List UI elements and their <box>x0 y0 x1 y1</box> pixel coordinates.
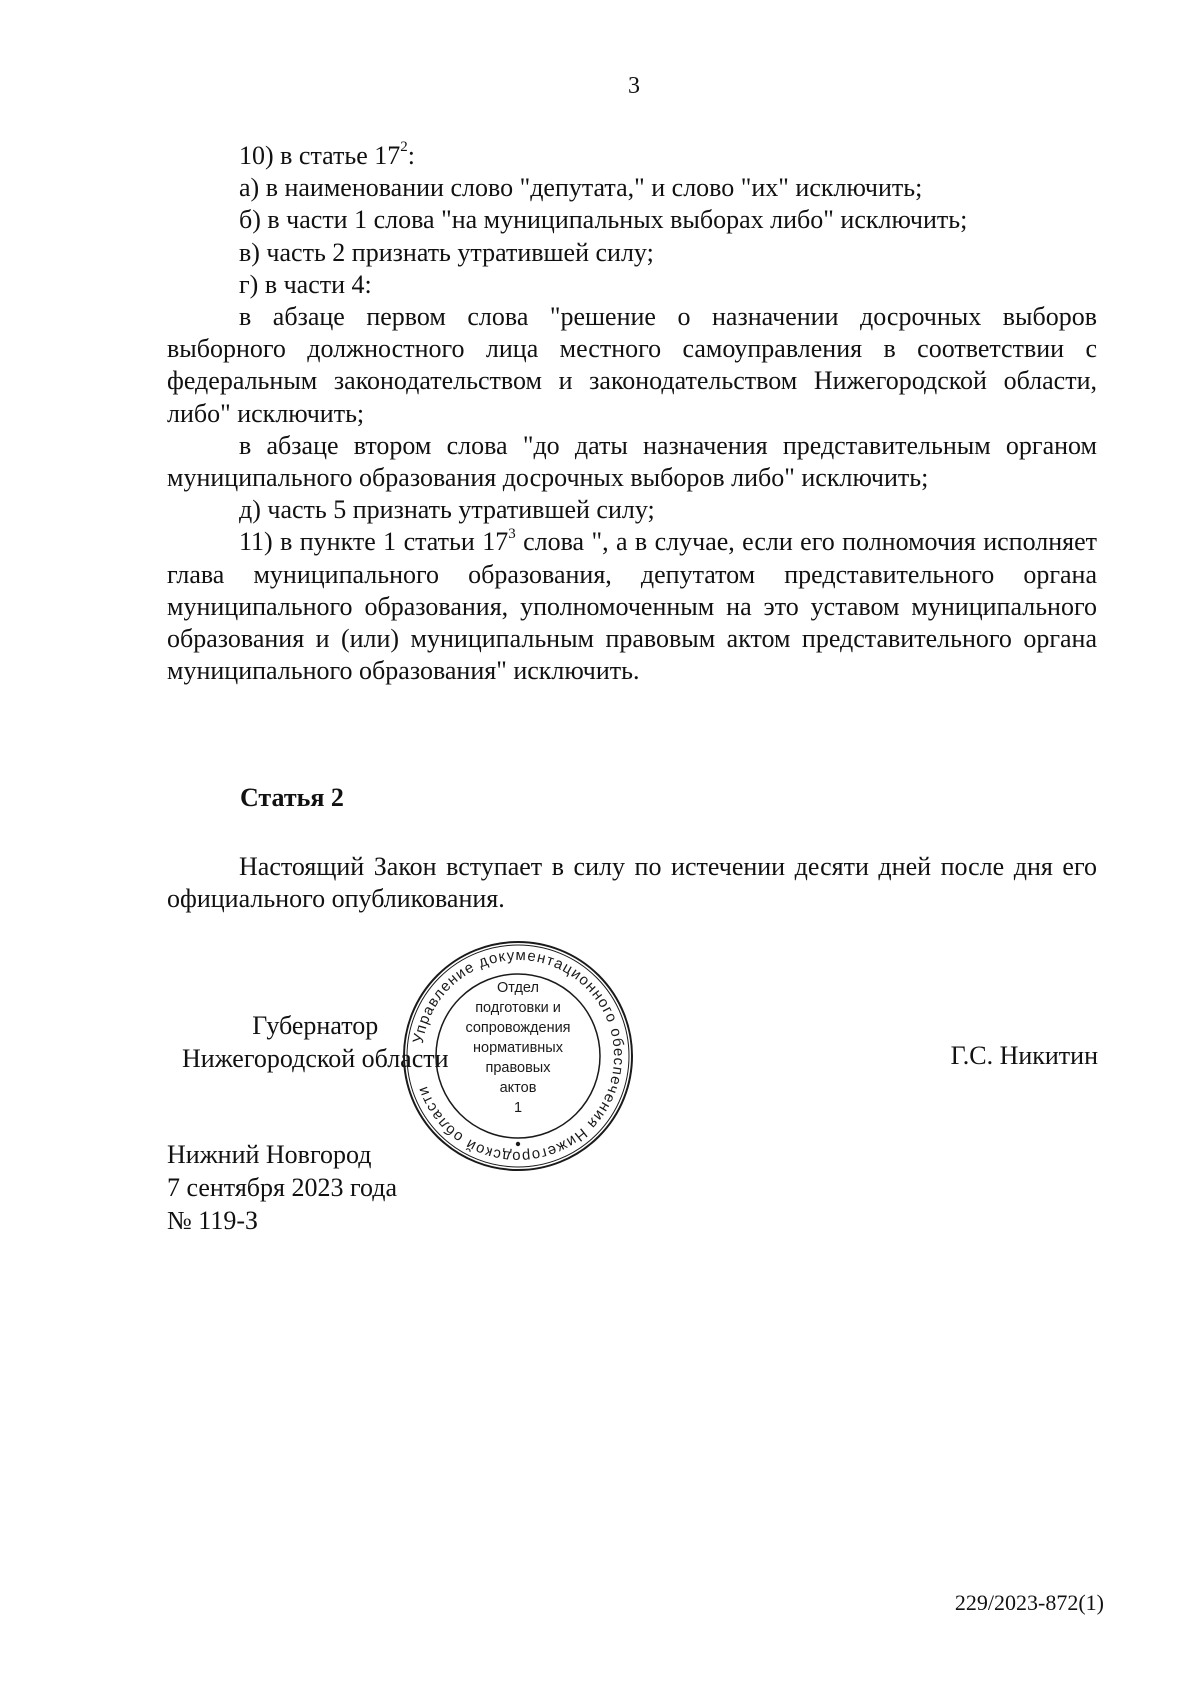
stamp-line: правовых <box>485 1060 551 1076</box>
stamp-line: Отдел <box>497 980 539 996</box>
page-number: 3 <box>628 73 640 99</box>
city: Нижний Новгород <box>167 1140 372 1169</box>
item-10-superscript: 2 <box>400 139 408 156</box>
stamp-star-dot <box>516 1142 520 1146</box>
law-number: № 119-З <box>167 1206 259 1235</box>
amendments-text <box>167 140 1097 687</box>
article-2-body <box>167 851 1097 915</box>
article-2-heading: Статья 2 <box>240 783 344 812</box>
paragraph-first: в абзаце первом слова "решение о назначении досрочных выборов выборного должностного лица местного самоуправления в соответствии с федеральным законодательством и законодательством Нижегородской области, либо" исключить; <box>167 302 1097 428</box>
subitem-d: д) часть 5 признать утратившей силу; <box>239 495 655 525</box>
subitem-g: г) в части 4: <box>239 269 372 299</box>
item-11-intro: 11) в пункте 1 статьи 17 <box>239 527 509 557</box>
stamp-line: нормативных <box>473 1040 563 1056</box>
article-2-text: Настоящий Закон вступает в силу по истечении десяти дней после дня его официального опубликования. <box>167 852 1097 914</box>
governor-title-line2: Нижегородской области <box>182 1044 449 1073</box>
stamp-line: подготовки и <box>475 1000 561 1016</box>
subitem-b: б) в части 1 слова "на муниципальных выборах либо" исключить; <box>239 205 968 235</box>
official-stamp <box>398 936 638 1176</box>
stamp-line: 1 <box>513 1100 523 1116</box>
stamp-center-text <box>438 978 598 1118</box>
item-11 <box>167 526 1097 687</box>
item-10-intro: 10) в статье 17 <box>239 141 401 170</box>
stamp-line: сопровождения <box>465 1020 571 1036</box>
item-10 <box>167 140 1097 172</box>
item-10-colon: : <box>407 141 416 170</box>
signatory-name: Г.С. Никитин <box>950 1041 1098 1070</box>
governor-title-line1: Губернатор <box>252 1011 379 1040</box>
stamp-line: актов <box>499 1080 537 1096</box>
place-date-block <box>167 1138 397 1237</box>
subitem-v: в) часть 2 признать утратившей силу; <box>239 237 654 267</box>
date: 7 сентября 2023 года <box>167 1173 398 1202</box>
item-11-rest: слова ", а в случае, если его полномочия исполняет глава муниципального образования, депутатом представительного органа муниципального образования, уполномоченным на это уставом муниципального образования и (или) муниципальным правовым актом представительного органа муниципального образования" исключить. <box>167 527 1098 686</box>
paragraph-second: в абзаце втором слова "до даты назначения представительным органом муниципального образования досрочных выборов либо" исключить; <box>167 430 1097 493</box>
stamp-ring-text: Управление документационного обеспечения Нижегородской области <box>409 946 628 1166</box>
subitem-a: а) в наименовании слово "депутата," и слово "их" исключить; <box>239 173 923 203</box>
document-code: 229/2023-872(1) <box>954 1590 1104 1615</box>
item-11-superscript: 3 <box>508 525 516 542</box>
